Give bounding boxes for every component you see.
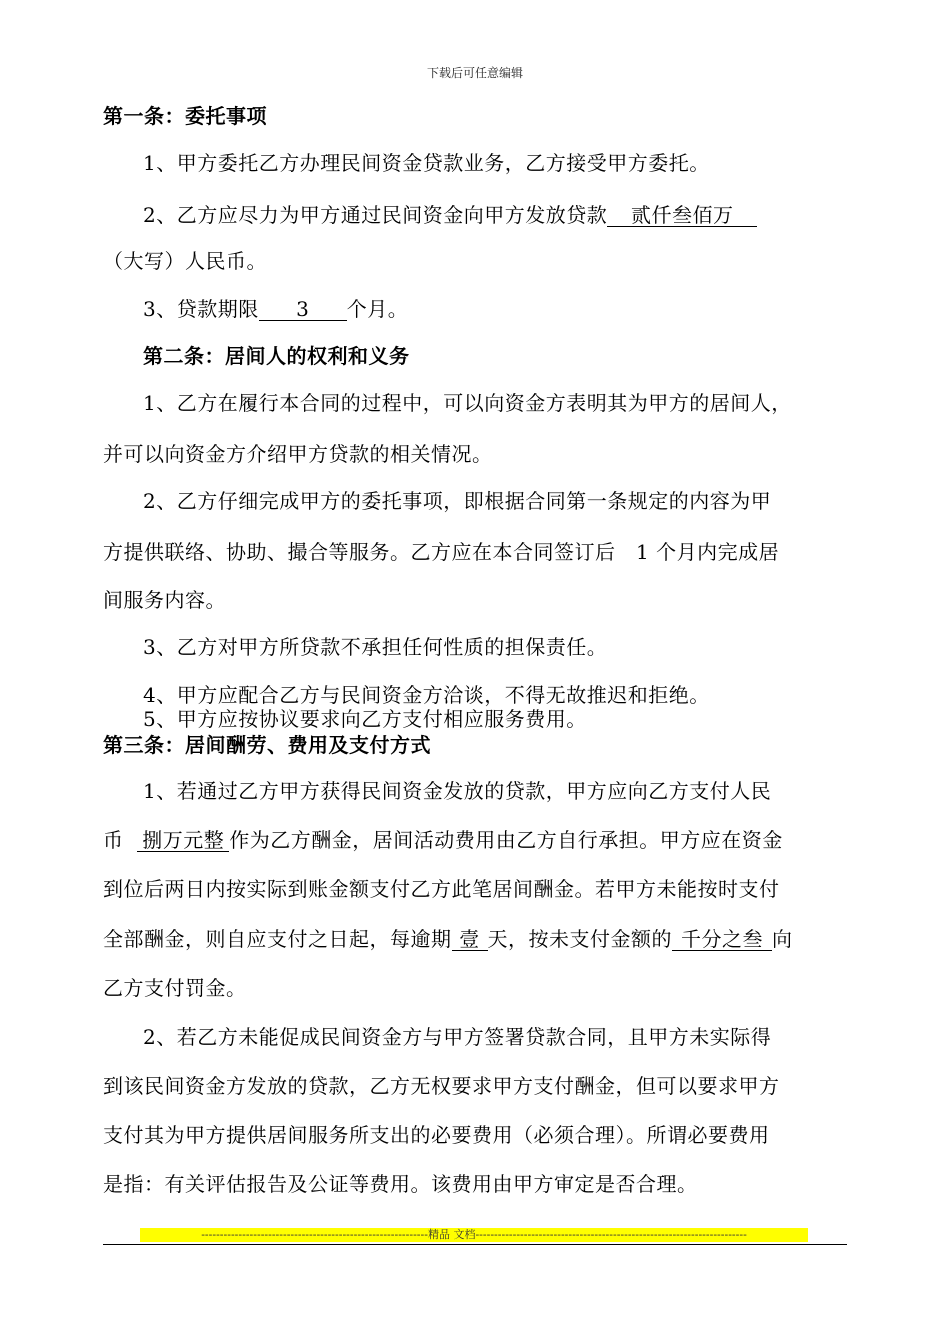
footer-dashes-left: ------------------------------------------------------------- — [201, 1228, 428, 1241]
penalty-rate: 千分之叁 — [672, 928, 772, 951]
article1-p2-text: 2、乙方应尽力为甲方通过民间资金向甲方发放贷款 — [143, 203, 608, 227]
footer-dashes-right: ------------------------------------------------------------------------- — [475, 1228, 747, 1241]
article3-title: 第三条：居间酬劳、费用及支付方式 — [103, 733, 431, 757]
article3-p1-line3: 到位后两日内按实际到账金额支付乙方此笔居间酬金。若甲方未能按时支付 — [103, 877, 780, 901]
fee-amount: 捌万元整 — [137, 829, 229, 852]
footer-text: 精品 文档 — [427, 1228, 476, 1241]
footer-banner — [140, 1228, 808, 1242]
article2-p3: 3、乙方对甲方所贷款不承担任何性质的担保责任。 — [143, 635, 608, 659]
article2-p2-line1: 2、乙方仔细完成甲方的委托事项，即根据合同第一条规定的内容为甲 — [143, 489, 772, 513]
article2-p4: 4、甲方应配合乙方与民间资金方洽谈，不得无故推迟和拒绝。 — [143, 683, 710, 707]
article2-title: 第二条：居间人的权利和义务 — [143, 344, 410, 368]
overdue-days: 壹 — [452, 928, 488, 951]
article1-p3 — [143, 296, 408, 322]
article3-p1-line4-post: 向 — [772, 927, 793, 951]
article1-p3-text: 3、贷款期限 — [143, 297, 259, 321]
article3-p2-line3: 支付其为甲方提供居间服务所支出的必要费用（必须合理）。所谓必要费用 — [103, 1123, 770, 1147]
article1-p1: 1、甲方委托乙方办理民间资金贷款业务，乙方接受甲方委托。 — [143, 151, 710, 175]
article1-p2 — [143, 202, 757, 228]
article3-p2-line2: 到该民间资金方发放的贷款，乙方无权要求甲方支付酬金，但可以要求甲方 — [103, 1074, 780, 1098]
article1-p2-cont: （大写）人民币。 — [103, 249, 267, 273]
article3-p2-line1: 2、若乙方未能促成民间资金方与甲方签署贷款合同，且甲方未实际得 — [143, 1025, 772, 1049]
article2-p1-line1: 1、乙方在履行本合同的过程中，可以向资金方表明其为甲方的居间人， — [143, 391, 792, 415]
article1-p3-unit: 个月。 — [346, 297, 409, 321]
article3-p1-line1: 1、若通过乙方甲方获得民间资金发放的贷款，甲方应向乙方支付人民 — [143, 779, 772, 803]
footer-rule — [103, 1244, 847, 1245]
loan-amount: 贰仟叁佰万 — [607, 204, 757, 227]
article3-p1-line2-post: 作为乙方酬金，居间活动费用由乙方自行承担。甲方应在资金 — [229, 828, 783, 852]
article3-p1-line2 — [103, 827, 783, 853]
article3-p1-line4-mid: 天，按未支付金额的 — [487, 927, 672, 951]
article1-title: 第一条：委托事项 — [103, 104, 267, 128]
article3-p1-line5: 乙方支付罚金。 — [103, 976, 247, 1000]
article2-p5: 5、甲方应按协议要求向乙方支付相应服务费用。 — [143, 707, 587, 731]
page-header: 下载后可任意编辑 — [426, 66, 523, 80]
loan-term: 3 — [259, 298, 347, 321]
article3-p1-line2-pre: 币 — [103, 828, 124, 852]
article2-p2-line2: 方提供联络、协助、撮合等服务。乙方应在本合同签订后 1 个月内完成居 — [103, 540, 780, 564]
article3-p1-line4-pre: 全部酬金，则自应支付之日起，每逾期 — [103, 927, 452, 951]
article2-p1-line2: 并可以向资金方介绍甲方贷款的相关情况。 — [103, 442, 493, 466]
article3-p2-line4: 是指：有关评估报告及公证等费用。该费用由甲方审定是否合理。 — [103, 1172, 698, 1196]
article2-p2-line3: 间服务内容。 — [103, 588, 226, 612]
article3-p1-line4 — [103, 926, 793, 952]
